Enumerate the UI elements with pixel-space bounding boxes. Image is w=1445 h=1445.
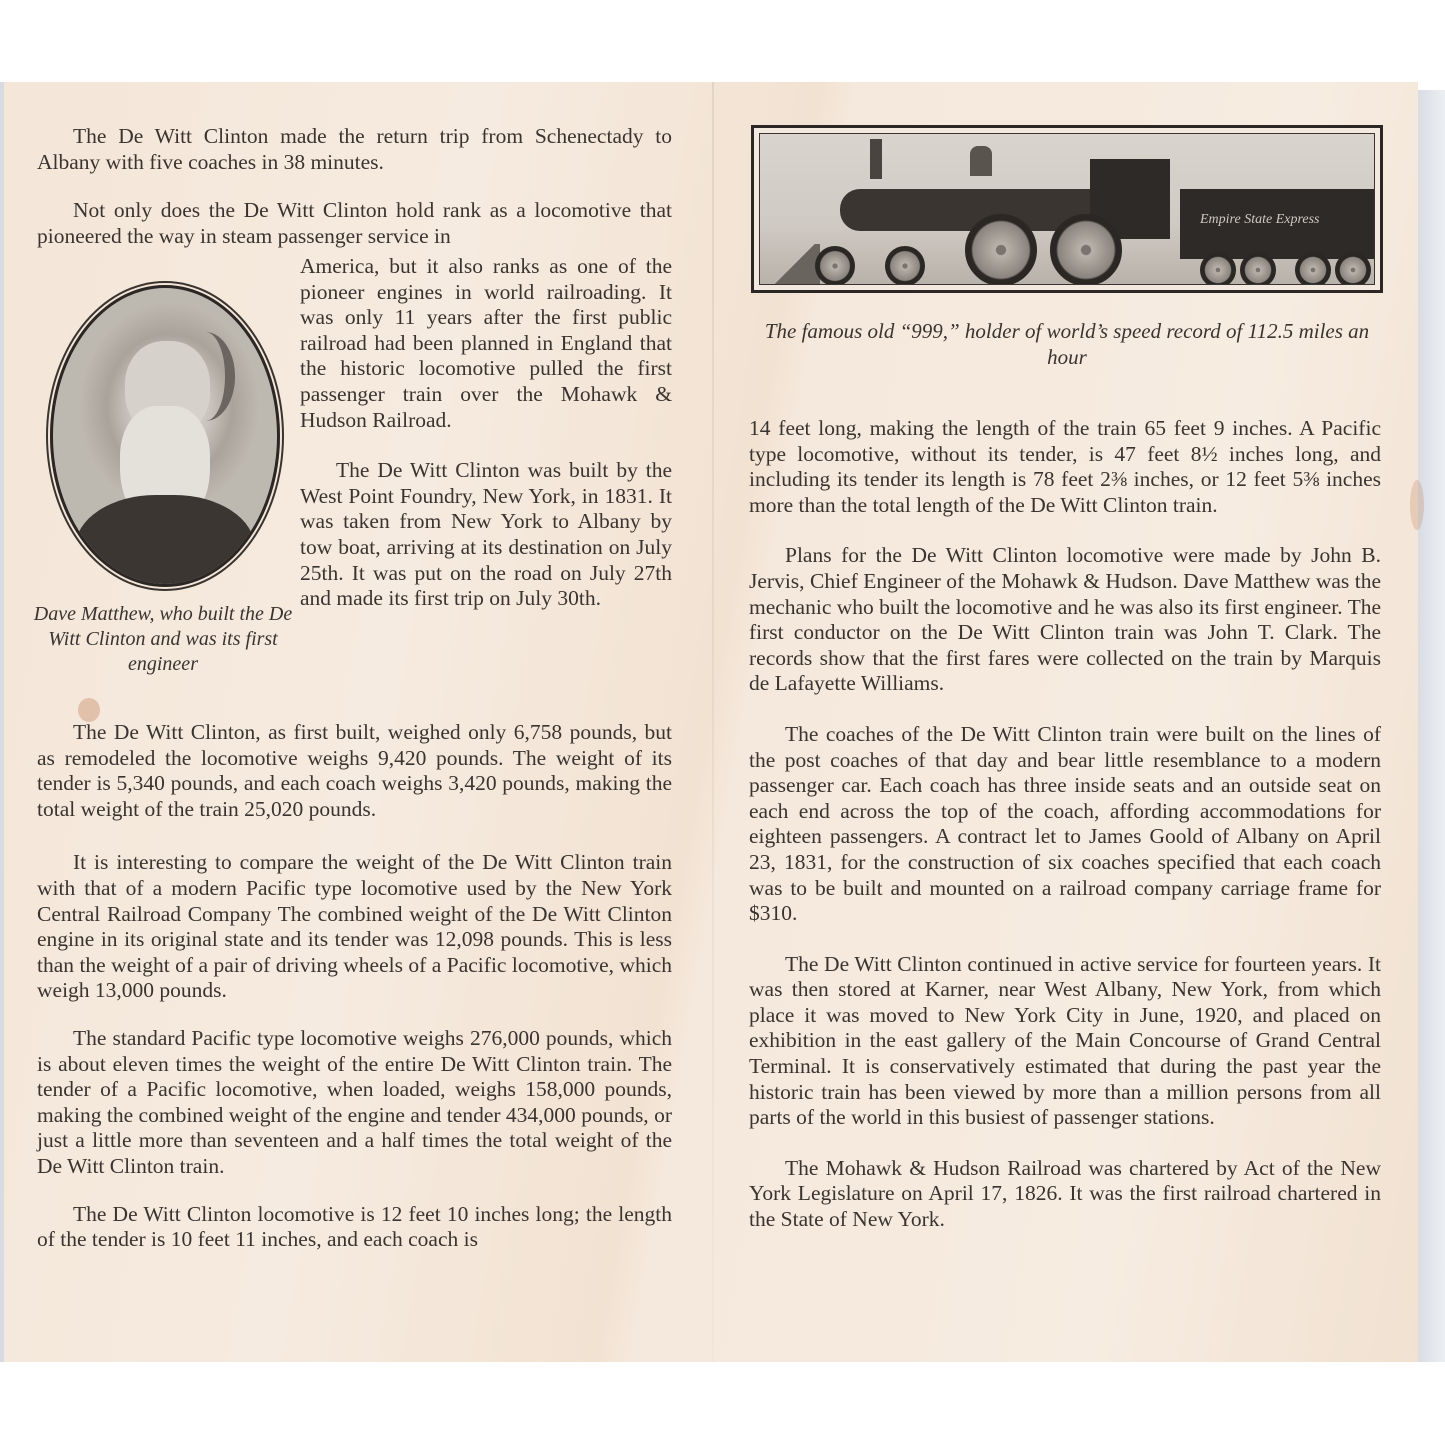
compare-paragraph: It is interesting to compare the weight of the De Witt Clinton train with that of a modern Pacific type locomotive used by the New York Central Railroad Company The combined weight of the De Witt Clinton engine in its original state and its tender was 12,098 pounds. This is less than the weight of a pair of driving wheels of a Pacific locomotive, which weigh 13,000 pounds.	[37, 850, 672, 1003]
length-paragraph-start: The De Witt Clinton locomotive is 12 feet 10 inches long; the length of the tender is 10 feet 11 inches, and each coach is	[37, 1201, 672, 1252]
portrait-caption: Dave Matthew, who built the De Witt Clinton and was its first engineer	[33, 603, 293, 675]
left-page-wrap-text	[300, 254, 672, 612]
portrait-photo-icon	[50, 285, 280, 587]
locomotive-photo-icon	[759, 133, 1375, 285]
weight-paragraph: The De Witt Clinton, as first built, weighed only 6,758 pounds, but as remodeled the locomotive weighs 9,420 pounds. The weight of its tender is 5,340 pounds, and each coach weighs 3,420 pounds, making the total weight of the train 25,020 pounds.	[37, 720, 672, 821]
page-edge-left	[0, 82, 4, 1362]
plans-paragraph: Plans for the De Witt Clinton locomotive were made by John B. Jervis, Chief Engineer of the Mohawk & Hudson. Dave Matthew was the mechanic who built the locomotive and he was also its first engineer. The first conductor on the De Witt Clinton train was John T. Clark. The records show that the first fares were collected on the train by Marquis de Lafayette Williams.	[749, 543, 1381, 696]
locomotive-photo-frame	[751, 125, 1383, 293]
tender-lettering: Empire State Express	[1200, 212, 1320, 227]
length-paragraph-cont: 14 feet long, making the length of the train 65 feet 9 inches. A Pacific type locomotive, without its tender, is 47 feet 8½ inches long, and including its tender its length is 78 feet 2⅜ inches, or 12 feet 5⅜ inches more than the total length of the De Witt Clinton train.	[749, 416, 1381, 517]
intro-paragraph: The De Witt Clinton made the return trip from Schenectady to Albany with five coaches in 38 minutes.	[37, 124, 672, 174]
charter-paragraph: The Mohawk & Hudson Railroad was chartered by Act of the New York Legislature on April 17, 1826. It was the first railroad chartered in the State of New York.	[749, 1155, 1381, 1232]
pioneer-paragraph-top: Not only does the De Witt Clinton hold rank as a locomotive that pioneered the way in steam passenger service in	[37, 198, 672, 248]
built-paragraph: The De Witt Clinton was built by the West Point Foundry, New York, in 1831. It was taken from New York to Albany by tow boat, arriving at its destination on July 25th. It was put on the road on July 27th and made its first trip on July 30th.	[300, 458, 672, 611]
center-fold	[712, 82, 714, 1362]
pioneer-paragraph-wrap: America, but it also ranks as one of the pioneer engines in world railroading. It was only 11 years after the first public railroad had been planned in England that the historic locomotive pulled the first passenger train over the Mohawk & Hudson Railroad.	[300, 254, 672, 432]
page-edge-shadow	[1418, 90, 1445, 1362]
left-page-body	[37, 720, 672, 1253]
service-paragraph: The De Witt Clinton continued in active service for fourteen years. It was then stored at Karner, near West Albany, New York, from which place it was moved to New York City in June, 1920, and placed on exhibition in the east gallery of the Main Concourse of Grand Central Terminal. It is conservatively estimated that during the past year the historic train has been viewed by more than a million persons from all parts of the world in this busiest of passenger stations.	[749, 951, 1381, 1130]
coaches-paragraph: The coaches of the De Witt Clinton train were built on the lines of the post coaches of that day and bear little resemblance to a modern passenger car. Each coach has three inside seats and an outside seat on each end across the top of the coach, affording accommodations for eighteen passengers. A contract let to James Goold of Albany on April 23, 1831, for the construction of six coaches specified that each coach was to be built and mounted on a railroad company carriage frame for $310.	[749, 721, 1381, 926]
portrait-figure	[40, 285, 288, 587]
locomotive-caption: The famous old “999,” holder of world’s speed record of 112.5 miles an hour	[764, 319, 1370, 369]
pacific-paragraph: The standard Pacific type locomotive weighs 276,000 pounds, which is about eleven times the weight of the entire De Witt Clinton train. The tender of a Pacific locomotive, when loaded, weighs 158,000 pounds, making the combined weight of the engine and tender 434,000 pounds, or just a little more than seventeen and a half times the total weight of the De Witt Clinton train.	[37, 1025, 672, 1178]
right-page-body	[749, 416, 1381, 1233]
stain-spot	[78, 698, 100, 722]
left-page-intro	[37, 124, 672, 249]
stain-spot	[1410, 480, 1424, 530]
